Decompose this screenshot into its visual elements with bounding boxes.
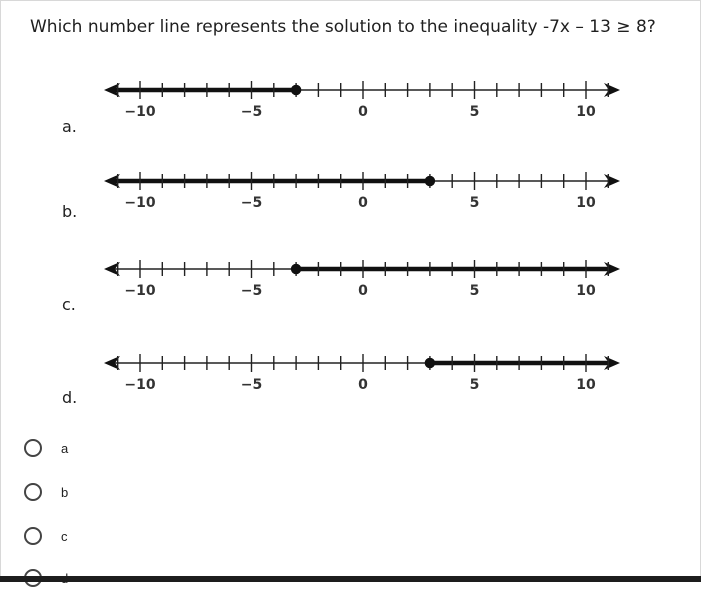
tick-label: 0: [358, 377, 368, 393]
tick-label: −5: [240, 377, 263, 393]
tick-label: −10: [124, 377, 156, 393]
tick-label: −5: [240, 195, 263, 211]
question-text: Which number line represents the solution to the inequality -7x – 13 ≥ 8?: [30, 17, 656, 37]
tick-label: 0: [358, 104, 368, 120]
tick-label: −10: [124, 283, 156, 299]
endpoint-dot: [425, 359, 434, 368]
tick-label: −10: [124, 195, 156, 211]
tick-label: 5: [469, 283, 480, 299]
tick-label: 0: [358, 195, 368, 211]
radio-button-c[interactable]: [24, 527, 42, 545]
tick-label: 10: [576, 377, 596, 393]
tick-label: 0: [358, 283, 368, 299]
answer-choice-c-label: c: [61, 528, 68, 544]
tick-label: −5: [240, 283, 263, 299]
answer-choice-b-label: b: [61, 484, 69, 500]
tick-label: 10: [576, 195, 596, 211]
tick-label: 5: [469, 377, 480, 393]
tick-label: −5: [240, 104, 263, 120]
tick-label: −10: [124, 104, 156, 120]
answer-choice-c[interactable]: [24, 524, 68, 548]
radio-button-a[interactable]: [24, 439, 42, 457]
answer-choice-a[interactable]: [24, 436, 68, 460]
option-d-label: d.: [62, 388, 78, 407]
tick-label: 10: [576, 283, 596, 299]
option-a-label: a.: [62, 117, 77, 136]
option-c-label: c.: [62, 295, 76, 314]
answer-choice-a-label: a: [61, 440, 69, 456]
tick-label: 5: [469, 104, 480, 120]
answer-choice-b[interactable]: [24, 480, 68, 504]
option-b-label: b.: [62, 202, 78, 221]
tick-label: 5: [469, 195, 480, 211]
radio-button-b[interactable]: [24, 483, 42, 501]
tick-label: 10: [576, 104, 596, 120]
bottom-toolbar: [0, 576, 701, 582]
